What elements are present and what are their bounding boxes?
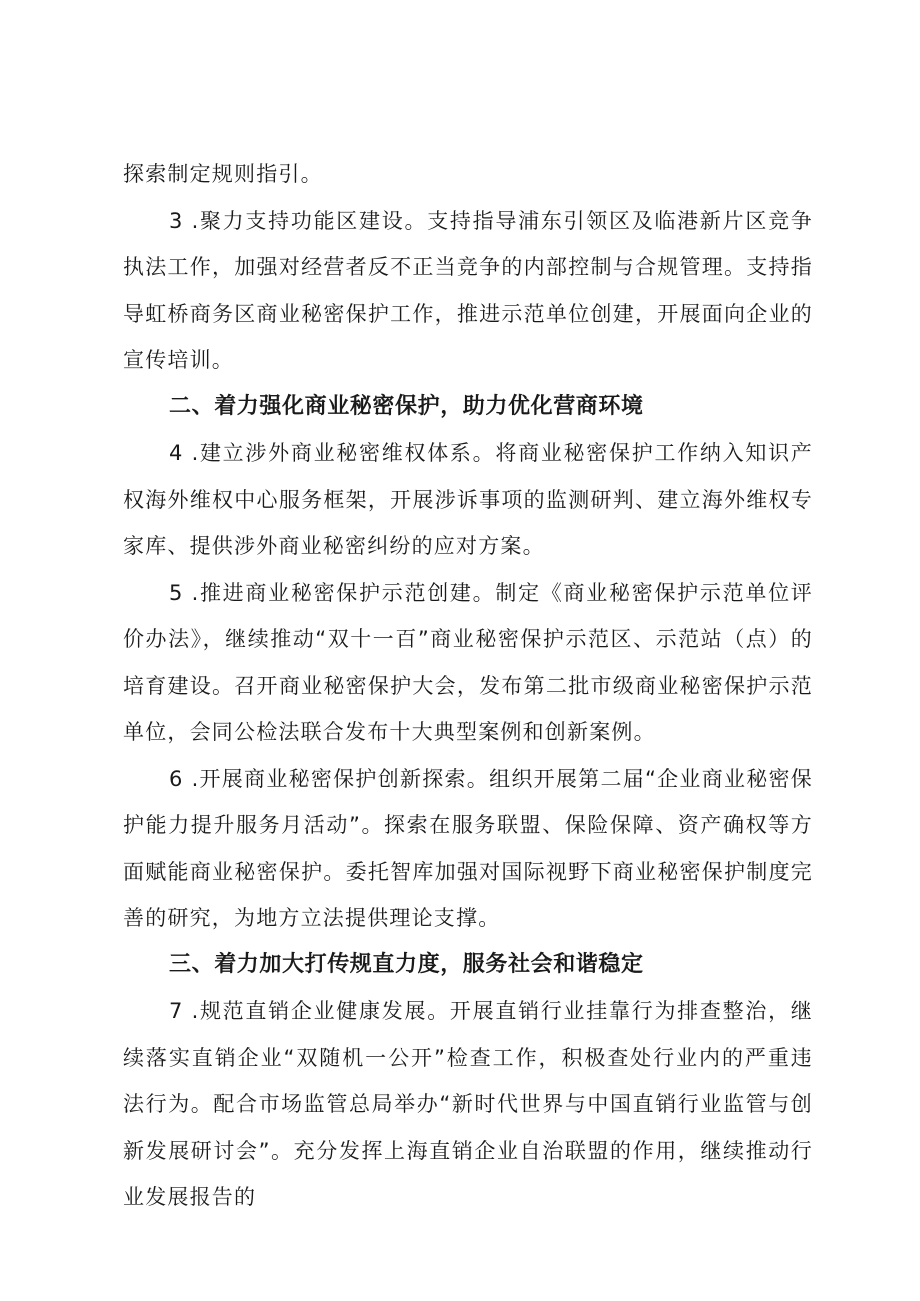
item-number: 6 <box>169 766 184 791</box>
document-body <box>123 151 813 1221</box>
paragraph-item-3 <box>123 198 813 384</box>
item-text: .开展商业秘密保护创新探索。组织开展第二届“企业商业秘密保护能力提升服务月活动”。探索在服务联盟、保险保障、资产确权等方面赋能商业秘密保护。委托智库加强对国际视野下商业秘密保护制度完善的研究，为地方立法提供理论支撑。 <box>123 766 813 930</box>
item-text: .推进商业秘密保护示范创建。制定《商业秘密保护示范单位评价办法》，继续推动“双十一百”商业秘密保护示范区、示范站（点）的培育建设。召开商业秘密保护大会，发布第二批市级商业秘密保护示范单位，会同公检法联合发布十大典型案例和创新案例。 <box>123 580 813 744</box>
item-text: .聚力支持功能区建设。支持指导浦东引领区及临港新片区竞争执法工作，加强对经营者反不正当竞争的内部控制与合规管理。支持指导虹桥商务区商业秘密保护工作，推进示范单位创建，开展面向企业的宣传培训。 <box>123 208 813 372</box>
section-heading-2: 二、着力强化商业秘密保护，助力优化营商环境 <box>169 393 644 419</box>
paragraph-item-7 <box>123 988 813 1221</box>
item-number: 3 <box>169 208 184 233</box>
item-number: 4 <box>169 441 184 465</box>
paragraph-item-6 <box>123 756 813 942</box>
item-number: 7 <box>169 999 184 1023</box>
paragraph-item-5 <box>123 570 813 756</box>
item-text: .建立涉外商业秘密维权体系。将商业秘密保护工作纳入知识产权海外维权中心服务框架，开展涉诉事项的监测研判、建立海外维权专家库、提供涉外商业秘密纠纷的应对方案。 <box>123 441 813 558</box>
paragraph-item-4 <box>123 430 813 570</box>
item-text: .规范直销企业健康发展。开展直销行业挂靠行为排查整治，继续落实直销企业“双随机一公开”检查工作，积极查处行业内的严重违法行为。配合市场监管总局举办“新时代世界与中国直销行业监管与创新发展研讨会”。充分发挥上海直销企业自治联盟的作用，继续推动行业发展报告的 <box>123 999 813 1209</box>
item-number: 5 <box>169 580 184 605</box>
section-heading-3: 三、着力加大打传规直力度，服务社会和谐稳定 <box>169 951 644 977</box>
paragraph-continuation: 探索制定规则指引。 <box>123 162 323 186</box>
